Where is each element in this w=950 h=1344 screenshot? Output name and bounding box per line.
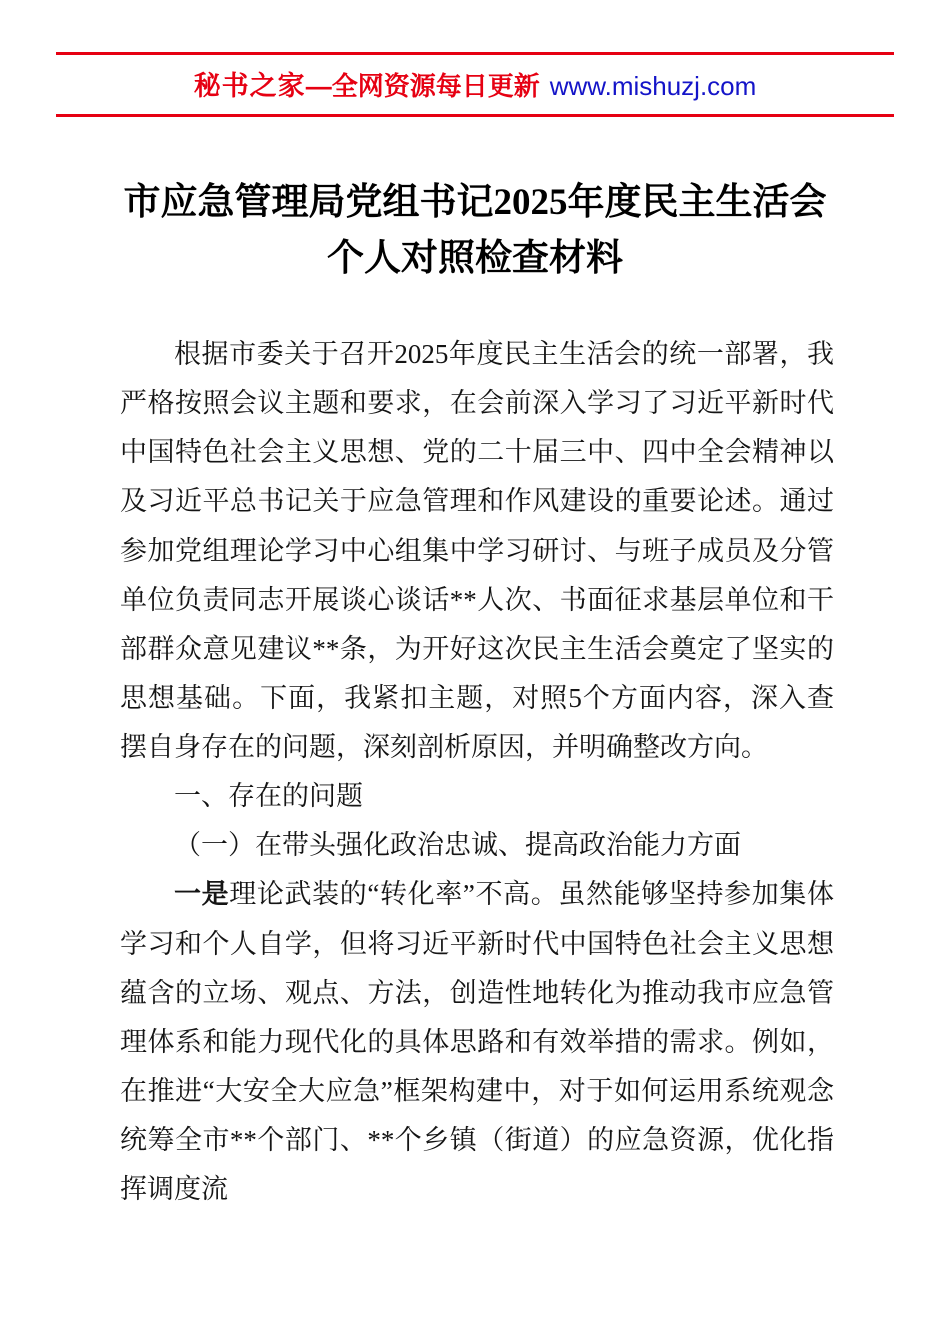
section-heading-problems: 一、存在的问题 <box>174 781 363 812</box>
site-masthead <box>56 52 894 117</box>
subsection-heading-political-loyalty: （一）在带头强化政治忠诚、提高政治能力方面 <box>174 830 741 861</box>
site-brand: 秘书之家 <box>193 71 306 101</box>
document-title-line1: 市应急管理局党组书记2025年度民主生活会 <box>123 182 827 223</box>
body-paragraph-issue-one <box>120 870 834 1214</box>
document-title-line2: 个人对照检查材料 <box>327 237 623 279</box>
site-tagline: —全网资源每日更新 <box>305 71 540 101</box>
body-paragraph-intro: 根据市委关于召开2025年度民主生活会的统一部署，我严格按照会议主题和要求，在会前深入学习了习近平新时代中国特色社会主义思想、党的二十届三中、四中全会精神以及习近平总书记关于应急管理和作风建设的重要论述。通过参加党组理论学习中心组集中学习研讨、与班子成员及分管单位负责同志开展谈心谈话**人次、书面征求基层单位和干部群众意见建议**条，为开好这次民主生活会奠定了坚实的思想基础。下面，我紧扣主题，对照5个方面内容，深入查摆自身存在的问题，深刻剖析原因，并明确整改方向。 <box>120 339 834 762</box>
issue-one-text: 理论武装的“转化率”不高。虽然能够坚持参加集体学习和个人自学，但将习近平新时代中国特色社会主义思想蕴含的立场、观点、方法，创造性地转化为推动我市应急管理体系和能力现代化的具体思路和有效举措的需求。例如，在推进“大安全大应急”框架构建中，对于如何运用系统观念统筹全市**个部门、**个乡镇（街道）的应急资源，优化指挥调度流 <box>120 879 835 1205</box>
site-url-link[interactable]: www.mishuzj.com <box>549 71 757 101</box>
issue-one-lead: 一是 <box>174 879 230 910</box>
document-body <box>120 330 834 1214</box>
document-title <box>80 175 870 286</box>
